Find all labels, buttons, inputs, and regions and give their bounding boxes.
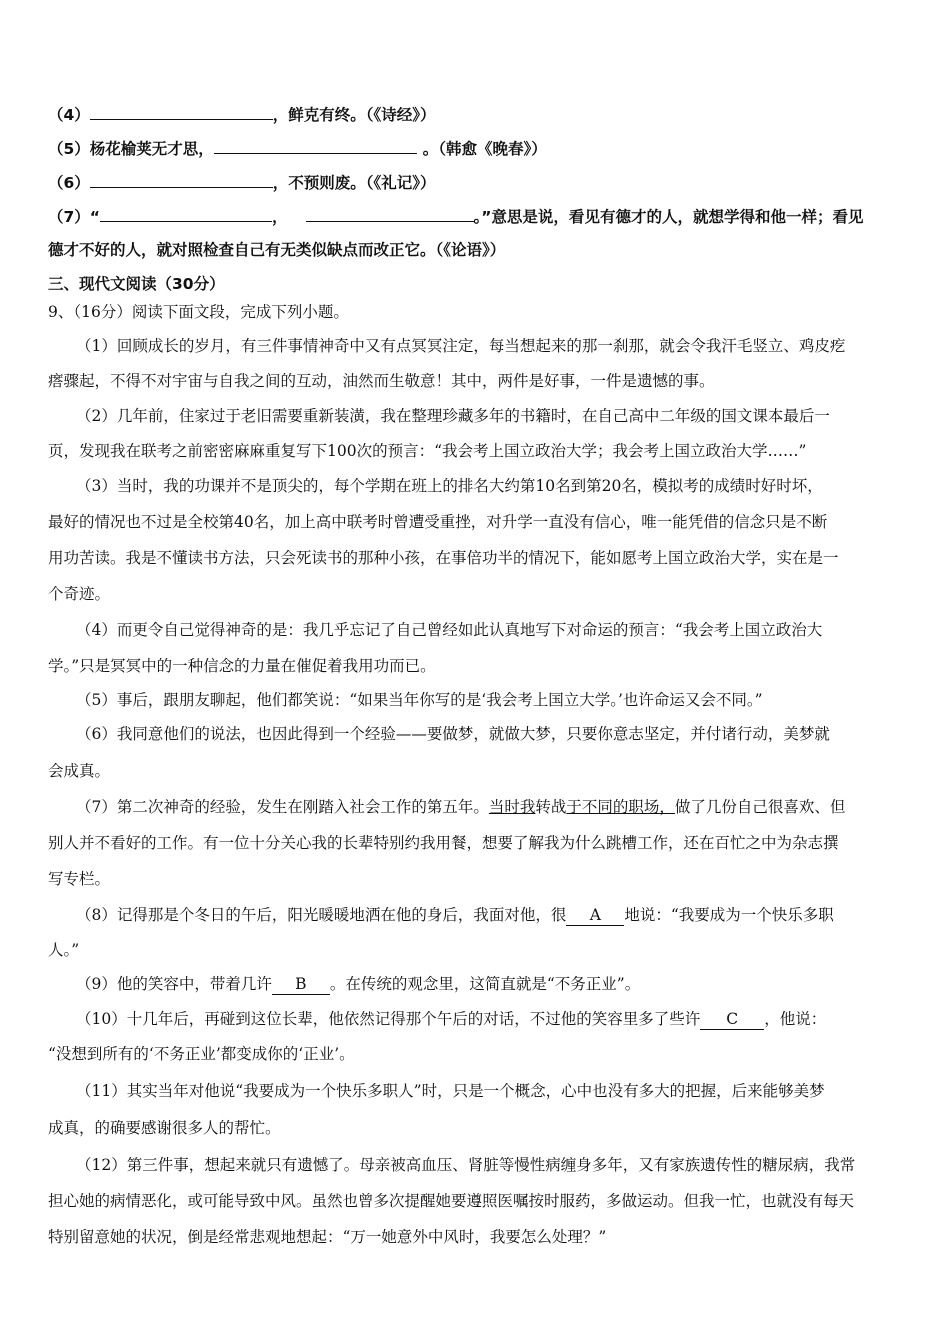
para-7-line-1 <box>76 797 845 817</box>
para-line: 个奇迹。 <box>48 585 111 603</box>
q5-text-before: （5）杨花榆荚无才思， <box>48 140 214 158</box>
para-line: （5）事后，跟朋友聊起，他们都笑说：“如果当年你写的是‘我会考上国立大学。’也许命运又会不同。” <box>76 691 763 709</box>
answer-blank[interactable] <box>90 104 273 120</box>
underlined-text: 于不同的职场， <box>566 798 675 816</box>
fill-blank-7 <box>48 206 863 227</box>
answer-blank[interactable] <box>100 206 272 222</box>
para-line: 瘩骤起，不得不对宇宙与自我之间的互动，油然而生敬意！其中，两件是好事，一件是遗憾的事。 <box>48 372 715 390</box>
para-line: （2）几年前，住家过于老旧需要重新装潢，我在整理珍藏多年的书籍时，在自己高中二年级的国文课本最后一 <box>76 407 830 425</box>
fill-blank-6 <box>48 172 436 193</box>
blank-b[interactable]: B <box>272 974 330 995</box>
p9-text: （9）他的笑容中，带着几许 <box>76 975 272 993</box>
para-line: 写专栏。 <box>48 870 111 888</box>
underlined-text: 当时我 <box>488 798 536 816</box>
p8-text: 地说：“我要成为一个快乐多职 <box>624 906 834 924</box>
p10-text: （10）十几年后，再碰到这位长辈，他依然记得那个午后的对话，不过他的笑容里多了些许 <box>76 1010 701 1028</box>
q7-text-after: 。”意思是说，看见有德才的人，就想学得和他一样；看见 <box>473 208 864 226</box>
p8-text: （8）记得那是个冬日的午后，阳光暖暖地洒在他的身后，我面对他，很 <box>76 906 567 924</box>
q7-text-before: （7）“ <box>48 208 100 226</box>
p7-text: 转战 <box>535 798 567 816</box>
fill-blank-4 <box>48 104 436 125</box>
q6-number: （6） <box>48 174 90 192</box>
p7-text: 做了几份自己很喜欢、但 <box>674 798 846 816</box>
blank-c[interactable]: C <box>700 1009 764 1030</box>
fill-blank-7-cont: 德才不好的人，就对照检查自己有无类似缺点而改正它。（《论语》） <box>48 241 506 259</box>
answer-blank[interactable] <box>214 138 417 154</box>
para-9-line <box>76 974 640 995</box>
para-line: 成真，的确要感谢很多人的帮忙。 <box>48 1119 281 1137</box>
q7-comma: ， <box>271 208 288 226</box>
para-line: （4）而更令自己觉得神奇的是：我几乎忘记了自己曾经如此认真地写下对命运的预言：“我会考上国立政治大 <box>76 621 823 639</box>
para-line: 会成真。 <box>48 762 111 780</box>
question-9-prompt: 9、（16分）阅读下面文段，完成下列小题。 <box>48 303 349 321</box>
para-line: 学。”只是冥冥中的一种信念的力量在催促着我用功而已。 <box>48 657 436 675</box>
para-line: 人。” <box>48 941 80 959</box>
para-line: （1）回顾成长的岁月，有三件事情神奇中又有点冥冥注定，每当想起来的那一刹那，就会令我汗毛竖立、鸡皮疙 <box>76 337 846 355</box>
para-line: （3）当时，我的功课并不是顶尖的，每个学期在班上的排名大约第10名到第20名，模拟考的成绩时好时坏， <box>76 477 823 495</box>
answer-blank[interactable] <box>90 172 273 188</box>
para-line: 页，发现我在联考之前密密麻麻重复写下100次的预言：“我会考上国立政治大学；我会考上国立政治大学……” <box>48 442 807 460</box>
p9-text: 。在传统的观念里，这简直就是“不务正业”。 <box>329 975 641 993</box>
para-line: “没想到所有的‘不务正业’都变成你的‘正业’。 <box>48 1045 355 1063</box>
p10-text: ，他说： <box>764 1010 827 1028</box>
para-10-line-1 <box>76 1009 826 1030</box>
blank-a[interactable]: A <box>566 905 624 926</box>
para-line: 担心她的病情恶化，或可能导致中风。虽然也曾多次提醒她要遵照医嘱按时服药，多做运动。但我一忙，也就没有每天 <box>48 1192 855 1210</box>
para-line: 用功苦读。我是不懂读书方法，只会死读书的那种小孩，在事倍功半的情况下，能如愿考上国立政治大学，实在是一 <box>48 549 839 567</box>
q6-text: ，不预则废。（《礼记》） <box>272 174 436 192</box>
para-line: （6）我同意他们的说法，也因此得到一个经验——要做梦，就做大梦，只要你意志坚定，并付诸行动，美梦就 <box>76 725 830 743</box>
answer-blank[interactable] <box>306 206 474 222</box>
para-line: （12）第三件事，想起来就只有遗憾了。母亲被高血压、肾脏等慢性病缠身多年，又有家族遗传性的糖尿病，我常 <box>76 1156 856 1174</box>
q4-text: ，鲜克有终。（《诗经》） <box>272 106 436 124</box>
para-line: 别人并不看好的工作。有一位十分关心我的长辈特别约我用餐，想要了解我为什么跳槽工作，还在百忙之中为杂志撰 <box>48 834 839 852</box>
para-line: 特别留意她的状况，倒是经常悲观地想起：“万一她意外中风时，我要怎么处理？” <box>48 1228 607 1246</box>
fill-blank-5 <box>48 138 547 159</box>
q5-text-after: 。（韩愈《晚春》） <box>422 140 547 158</box>
p7-text: （7）第二次神奇的经验，发生在刚踏入社会工作的第五年。 <box>76 798 489 816</box>
section-title: 三、现代文阅读（30分） <box>48 275 225 293</box>
q4-number: （4） <box>48 106 90 124</box>
para-8-line-1 <box>76 905 834 926</box>
para-line: （11）其实当年对他说“我要成为一个快乐多职人”时，只是一个概念，心中也没有多大的把握，后来能够美梦 <box>76 1082 825 1100</box>
para-line: 最好的情况也不过是全校第40名，加上高中联考时曾遭受重挫，对升学一直没有信心，唯一能凭借的信念只是不断 <box>48 513 828 531</box>
